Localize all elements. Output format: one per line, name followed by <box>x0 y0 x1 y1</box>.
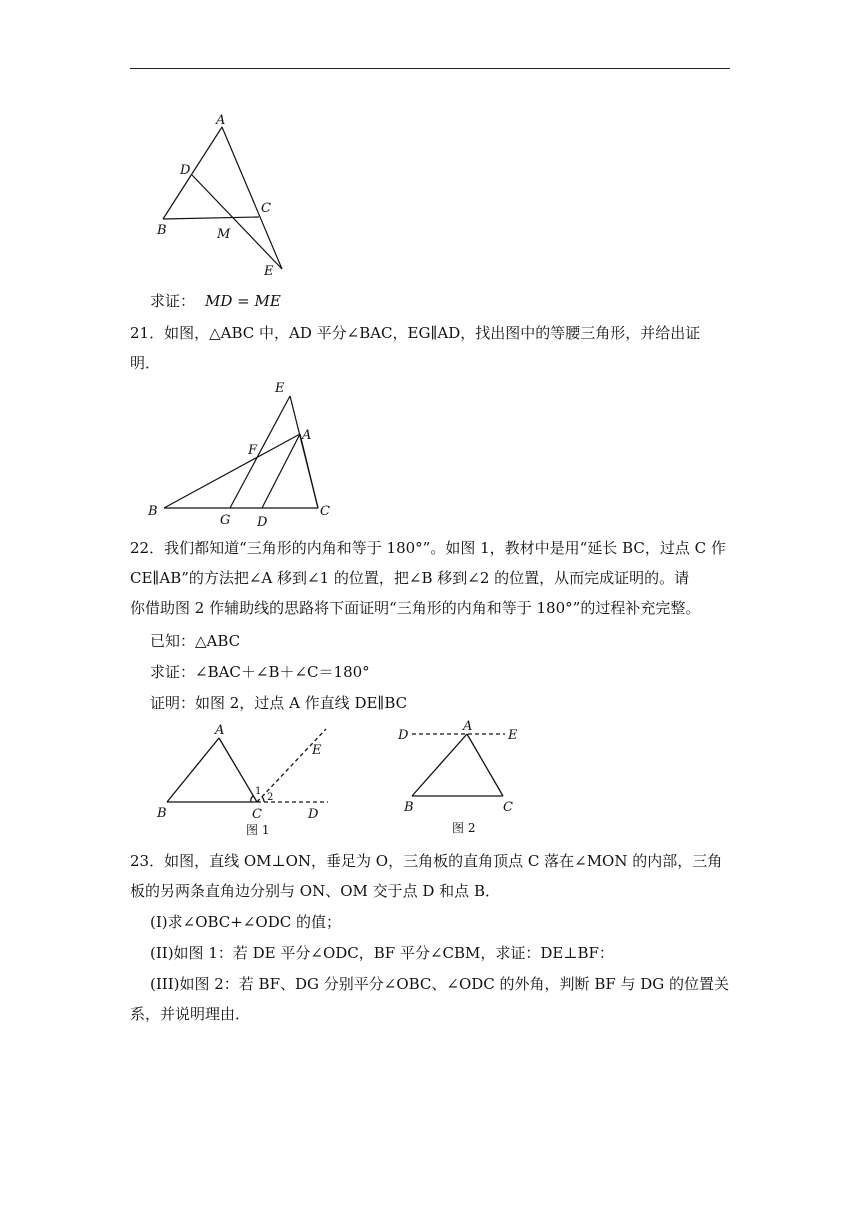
segment-ae <box>222 127 282 269</box>
angle-2-arc <box>262 797 264 802</box>
prove-statement-20: 求证： MD = ME <box>150 292 281 310</box>
label-b: B <box>157 806 167 821</box>
header-rule <box>130 68 730 69</box>
label-d: D <box>398 728 409 743</box>
label-a: A <box>216 113 226 128</box>
figure-isosceles-problem <box>140 378 340 528</box>
label-c: C <box>252 807 262 822</box>
question-23-part-3: (III)如图 2：若 BF、DG 分别平分∠OBC、∠ODC 的外角，判断 BF 与 DG 的位置关 系，并说明理由． <box>130 975 730 1023</box>
label-b: B <box>148 504 158 519</box>
label-g: G <box>220 513 231 528</box>
label-m: M <box>217 227 231 242</box>
figure-triangle-md-me <box>150 105 300 285</box>
label-a: A <box>302 428 312 443</box>
label-angle-1: 1 <box>255 786 262 797</box>
question-23-part-1: (I)求∠OBC+∠ODC 的值； <box>150 913 341 931</box>
label-e: E <box>275 381 285 396</box>
question-23-part-2: (II)如图 1：若 DE 平分∠ODC，BF 平分∠CBM，求证：DE⊥BF： <box>150 944 614 962</box>
label-f: F <box>248 443 258 458</box>
angle-1-arc <box>251 796 253 802</box>
label-c: C <box>503 800 513 815</box>
figure-22-2 <box>390 718 540 843</box>
segment-bc <box>163 217 259 219</box>
label-d: D <box>257 515 268 528</box>
label-d: D <box>180 163 191 178</box>
caption-figure-1: 图 1 <box>246 823 270 837</box>
label-c: C <box>261 201 271 216</box>
caption-figure-2: 图 2 <box>452 821 476 835</box>
question-21: 21．如图，△ABC 中，AD 平分∠BAC，EG∥AD，找出图中的等腰三角形，并给出证 明． <box>130 324 701 372</box>
label-d: D <box>308 807 319 822</box>
segment-de <box>192 175 282 269</box>
label-c: C <box>320 504 330 519</box>
label-e: E <box>508 728 518 743</box>
segment-ec <box>290 396 318 508</box>
question-22: 22．我们都知道“三角形的内角和等于 180°”。如图 1，教材中是用“延长 BC，过点 C 作 CE∥AB”的方法把∠A 移到∠1 的位置，把∠B 移到∠2 的位置，从而完成证明的。请 你借助图 2 作辅助线的思路将下面证明“三角形的内角和等于 180°”的过程补充完整。 <box>130 539 726 617</box>
segment-ac <box>467 734 503 796</box>
label-a: A <box>463 719 473 734</box>
figure-22-1 <box>150 720 340 845</box>
proof-22: 证明：如图 2，过点 A 作直线 DE∥BC <box>150 694 408 712</box>
label-a: A <box>215 723 225 738</box>
prove-22: 求证：∠BAC＋∠B＋∠C＝180° <box>150 663 370 681</box>
label-e: E <box>264 264 274 279</box>
label-angle-2: 2 <box>267 792 274 803</box>
segment-ba <box>412 734 467 796</box>
given-22: 已知：△ABC <box>150 632 241 650</box>
label-e: E <box>312 743 322 758</box>
label-b: B <box>157 223 167 238</box>
question-23: 23．如图，直线 OM⊥ON，垂足为 O，三角板的直角顶点 C 落在∠MON 的内部，三角 板的另两条直角边分别与 ON、OM 交于点 D 和点 B． <box>130 852 723 900</box>
segment-ad <box>262 434 300 508</box>
label-b: B <box>404 800 414 815</box>
segment-ac <box>219 738 257 802</box>
segment-eg <box>230 396 290 508</box>
segment-ab <box>163 127 222 219</box>
segment-ba <box>164 434 300 508</box>
segment-ba <box>167 738 219 802</box>
